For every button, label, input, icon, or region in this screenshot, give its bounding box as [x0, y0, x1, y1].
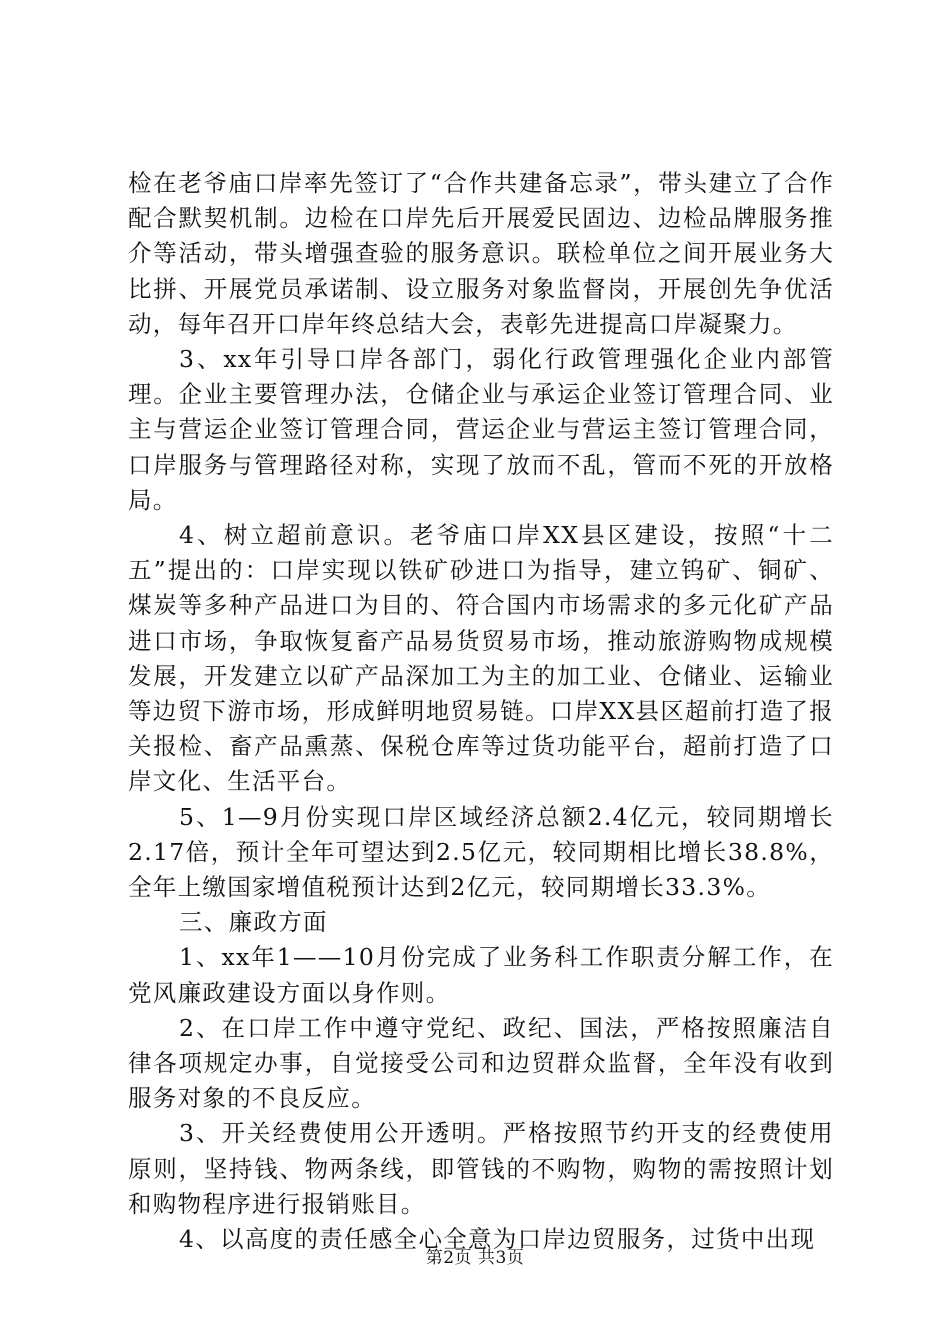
paragraph-integrity-item-4: 4、以高度的责任感全心全意为口岸边贸服务，过货中出现 — [179, 1225, 816, 1254]
paragraph-item-4-foresight: 4、树立超前意识。老爷庙口岸XX县区建设，按照“十二五”提出的：口岸实现以铁矿砂进口为指导，建立钨矿、铜矿、煤炭等多种产品进口为目的、符合国内市场需求的多元化矿产品进口市场，争取恢复畜产品易货贸易市场，推动旅游购物成规模发展，开发建立以矿产品深加工为主的加工业、仓储业、运输业等边贸下游市场，形成鲜明地贸易链。口岸XX县区超前打造了报关报检、畜产品熏蒸、保税仓库等过货功能平台，超前打造了口岸文化、生活平台。 — [128, 521, 834, 796]
paragraph-item-3-management: 3、xx年引导口岸各部门，弱化行政管理强化企业内部管理。企业主要管理办法，仓储企业与承运企业签订管理合同、业主与营运企业签订管理合同，营运企业与营运主签订管理合同，口岸服务与管理路径对称，实现了放而不乱，管而不死的开放格局。 — [128, 345, 834, 514]
document-body — [128, 166, 834, 1257]
paragraph-continued: 检在老爷庙口岸率先签订了“合作共建备忘录”，带头建立了合作配合默契机制。边检在口岸先后开展爱民固边、边检品牌服务推介等活动，带头增强查验的服务意识。联检单位之间开展业务大比拼、开展党员承诺制、设立服务对象监督岗，开展创先争优活动，每年召开口岸年终总结大会，表彰先进提高口岸凝聚力。 — [128, 169, 834, 338]
paragraph-item-5-economy: 5、1—9月份实现口岸区域经济总额2.4亿元，较同期增长2.17倍，预计全年可望达到2.5亿元，较同期相比增长38.8%，全年上缴国家增值税预计达到2亿元，较同期增长33.3%。 — [128, 802, 834, 902]
section-heading-integrity: 三、廉政方面 — [179, 908, 328, 937]
paragraph-integrity-item-2: 2、在口岸工作中遵守党纪、政纪、国法，严格按照廉洁自律各项规定办事，自觉接受公司和边贸群众监督，全年没有收到服务对象的不良反应。 — [128, 1013, 834, 1113]
paragraph-integrity-item-1: 1、xx年1——10月份完成了业务科工作职责分解工作，在党风廉政建设方面以身作则。 — [128, 943, 834, 1007]
page-number-footer: 第2页 共3页 — [425, 1248, 525, 1268]
paragraph-integrity-item-3: 3、开关经费使用公开透明。严格按照节约开支的经费使用原则，坚持钱、物两条线，即管钱的不购物，购物的需按照计划和购物程序进行报销账目。 — [128, 1119, 834, 1218]
